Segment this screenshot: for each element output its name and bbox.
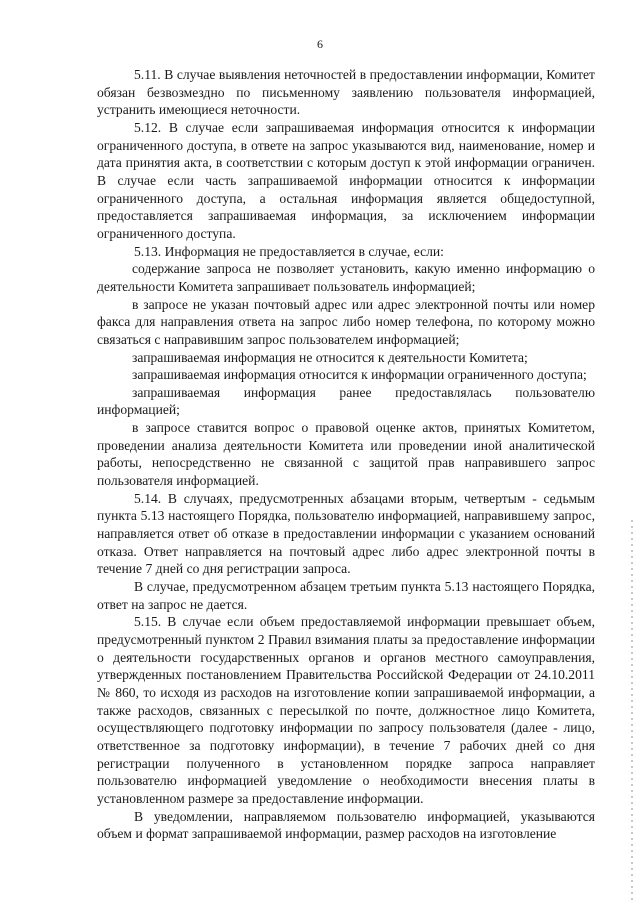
list-item: запрашиваемая информация относится к информации ограниченного доступа; [132,367,587,383]
page-number: 6 [317,37,323,51]
document-body [97,66,595,843]
scan-edge-mark [631,520,633,900]
paragraph-5-14: 5.14. В случаях, предусмотренных абзацами вторым, четвертым - седьмым пункта 5.13 настоящего Порядка, пользователю информацией, направившему запрос, направляется ответ об отказе в предоставлении информации с указанием оснований отказа. Ответ направляется на почтовый адрес либо адрес электронной почты в течение 7 дней со дня регистрации запроса. [97,490,595,577]
paragraph-5-13: 5.13. Информация не предоставляется в случае, если: [134,243,444,259]
paragraph-notification: В уведомлении, направляемом пользователю информацией, указываются объем и формат запрашиваемой информации, размер расходов на изготовление [97,808,595,842]
paragraph-5-15: 5.15. В случае если объем предоставляемой информации превышает объем, предусмотренный пунктом 2 Правил взимания платы за предоставление информации о деятельности государственных органов и органов местного самоуправления, утвержденных постановлением Правительства Российской Федерации от 24.10.2011 № 860, то исходя из расходов на изготовление копии запрашиваемой информации, а также расходов, связанных с пересылкой по почте, должностное лицо Комитета, осуществляющего подготовку информации по запросу пользователя (далее - лицо, ответственное за подготовку информации), в течение 7 рабочих дней со дня регистрации полученного в установленном порядке запроса направляет пользователю информацией уведомление о необходимости внесения платы в установленном размере за предоставление информации. [97,614,595,806]
list-item: в запросе ставится вопрос о правовой оценке актов, принятых Комитетом, проведении анализа деятельности Комитета или проведении иной аналитической работы, непосредственно не связанной с защитой прав направившего запрос пользователя информацией. [97,420,595,489]
paragraph-5-11: 5.11. В случае выявления неточностей в предоставлении информации, Комитет обязан безвозмездно по письменному заявлению пользователя информацией, устранить имеющиеся неточности. [97,67,595,118]
paragraph-5-12: 5.12. В случае если запрашиваемая информация относится к информации ограниченного доступа, в ответе на запрос указываются вид, наименование, номер и дата принятия акта, в соответствии с которым доступ к этой информации ограничен. В случае если часть запрашиваемой информации относится к информации ограниченного доступа, а остальная информация является общедоступной, предоставляется запрашиваемая информация, за исключением информации ограниченного доступа. [97,119,595,241]
list-item: запрашиваемая информация ранее предоставлялась пользователю информацией; [97,384,595,418]
list-item: содержание запроса не позволяет установить, какую именно информацию о деятельности Комитета запрашивает пользователь информацией; [97,261,595,294]
list-item: в запросе не указан почтовый адрес или адрес электронной почты или номер факса для направления ответа на запрос либо номер телефона, по которому можно связаться с направившим запрос пользователем информацией; [97,296,595,347]
list-item: запрашиваемая информация не относится к деятельности Комитета; [132,349,528,365]
paragraph-5-14-note: В случае, предусмотренном абзацем третьим пункта 5.13 настоящего Порядка, ответ на запрос не дается. [97,579,595,612]
